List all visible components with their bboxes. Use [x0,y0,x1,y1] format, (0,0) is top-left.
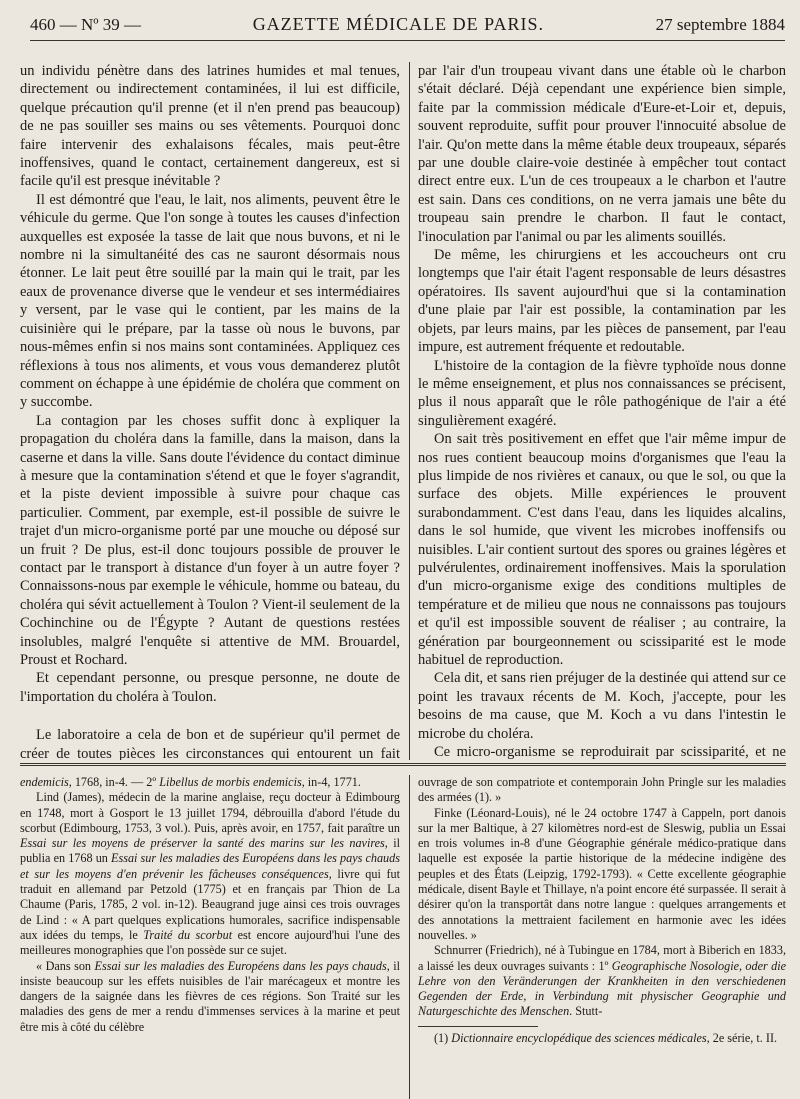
paragraph: « Dans son Essai sur les maladies des Européens dans les pays chauds, il insiste beaucoup sur les effets nuisibles de l'air marécageux et montre les dangers de la saignée dans les fièvres de ces régions. Son Traité sur les maladies des gens de mer a rendu d'immenses services à la marine et peut être mis à côté du célèbre [20,958,400,1034]
article-column-left [20,62,400,760]
column-divider [409,62,410,760]
journal-title: GAZETTE MÉDICALE DE PARIS. [252,14,545,34]
paragraph: un individu pénètre dans des latrines humides et mal tenues, directement ou indirectement contaminées, il lui est difficile, quelque précaution qu'il prenne (et il n'en prend pas beaucoup) de ne pas souiller ses mains ou ses vêtements. Pourquoi donc faire intervenir des exhalaisons fécales, mais peut-être inoffensives, quand le contact, certainement dangereux, est si facile qu'il est presque inévitable ? [20,63,400,190]
paragraph: Finke (Léonard-Louis), né le 24 octobre 1747 à Cappeln, port danois sur la mer Baltique, à 27 kilomètres nord-est de Sleswig, publia un Essai en trois volumes in-8 d'une Géographie générale médico-pratique dans laquelle est exposée la partie historique de la médecine indigène des peuples et des États (Leipzig, 1792-1793). « Cette excellente géographie médicale, disent Bayle et Thillaye, n'a point encore été surpassée. Il serait à désirer qu'on la transportât dans notre langue : quelques arrangements et des annotations la mettraient facilement en harmonie avec les idées nouvelles. » [418,805,786,942]
paragraph: Cela dit, et sans rien préjuger de la destinée qui attend sur ce point les travaux récents de M. Koch, j'accepte, pour les besoins de ma cause, que M. Koch a vu dans l'intestin le microbe du choléra. [418,670,786,742]
paragraph: Le laboratoire a cela de bon et de supérieur qu'il permet de créer de toutes pièces les circonstances qui entourent un fait [20,727,400,760]
paragraph: La contagion par les choses suffit donc à expliquer la propagation du choléra dans la famille, dans la maison, dans la caserne et dans la ville. Sans doute l'évidence du contact diminue à mesure que la contamination s'étend et que le foyer s'agrandit, et la piste devient impossible à suivre pour chaque cas particulier. Comment, par exemple, est-il possible de suivre le trajet d'un micro-organisme porté par une mouche ou déposé sur un fruit ? De plus, est-il donc toujours possible de prouver le contact par le transport à distance d'un foyer à un autre foyer ? Connaissons-nous par exemple le véhicule, homme ou bateau, du choléra qui sévit actuellement à Toulon ? Vient-il seulement de la Cochinchine ou de l'Égypte ? Autant de questions restées insolubles, malgré l'enquête si attentive de MM. Brouardel, Proust et Rochard. [20,412,400,668]
paragraph: Lind (James), médecin de la marine anglaise, reçu docteur à Edimbourg en 1748, mort à Gosport le 13 juillet 1794, débrouilla d'abord l'étude du scorbut (Edimbourg, 1753, 3 vol.). Puis, après avoir, en 1757, fait paraître un Essai sur les moyens de préserver la santé des marins sur les navires, il publia en 1768 un Essai sur les maladies des Européens dans les pays chauds et sur les moyens d'en prévenir les fâcheuses conséquences, livre qui fut traduit en allemand par Petzold (1775) et en français par Thion de La Chaume (Paris, 1785, 2 vol. in-12). Beaugrand juge ainsi ces trois ouvrages de Lind : « A part quelques explications humorales, sacrifice indispensable aux idées du temps, le Traité du scorbut est encore aujourd'hui l'une des meilleures monographies que l'on possède sur ce sujet. [20,790,400,958]
page-header [30,14,785,41]
footnote-rule [418,1026,538,1027]
page-number: 460 — Nº 39 — [30,15,142,34]
issue-date: 27 septembre 1884 [655,15,785,34]
section-divider [20,763,786,766]
footnote: (1) Dictionnaire encyclopédique des sciences médicales, 2e série, t. II. [434,1030,778,1045]
column-divider [409,775,410,1099]
paragraph: ouvrage de son compatriote et contemporain John Pringle sur les maladies des armées (1). » [418,775,786,805]
paragraph: L'histoire de la contagion de la fièvre typhoïde nous donne le même enseignement, et plus nos connaissances se précisent, plus il nous apparaît que le rôle pathogénique de l'air a été singulièrement exagéré. [418,357,786,429]
paragraph: Schnurrer (Friedrich), né à Tubingue en 1784, mort à Biberich en 1833, a laissé les deux ouvrages suivants : 1º Geographische Nosologie, oder die Lehre von den Veränderungen der Krankheiten in den verschiedenen Gegenden der Erde, in Verbindung mit physischer Geographie und Naturgeschichte des Menschen. Stutt- [418,943,786,1019]
paragraph: Il est démontré que l'eau, le lait, nos aliments, peuvent être le véhicule du germe. Que l'on songe à toutes les causes d'infection auxquelles est exposée la tasse de lait que nous buvons, et ni le nombre ni la simultanéité des cas ne sauront désormais nous étonner. Le lait peut être souillé par la main qui le trait, par les eaux de provenance diverse que le vendeur et ses intermédiaires y versent, par le vase qui le contient, par les mains de la cuisinière qui le prépare, par la tasse où nous le buvons, par nous-mêmes enfin si nos mains sont contaminées. Appliquez ces réflexions à tous nos aliments, et vous vous demanderez plutôt comment on échappe à une épidémie de choléra que comment on y succombe. [20,191,400,411]
feuilleton-column-right [418,775,786,1097]
article-column-right [418,62,786,760]
feuilleton-column-left [20,775,400,1097]
paragraph: par l'air d'un troupeau vivant dans une étable où le charbon s'était déclaré. Déjà cependant une expérience bien simple, faite par la commission médicale d'Eure-et-Loir et, depuis, souvent reproduite, suffit pour prouver l'innocuité absolue de l'air. Qu'on mette dans la même étable deux troupeaux, séparés par une double claire-voie destinée à empêcher tout contact direct entre eux. L'un de ces troupeaux a le charbon et l'autre est sain. Dans ces conditions, on ne verra jamais une bête du troupeau sain prendre le charbon. Il faut le contact, l'inoculation par l'animal ou par les aliments souillés. [418,63,786,245]
paragraph: De même, les chirurgiens et les accoucheurs ont cru longtemps que l'air était l'agent responsable de leurs désastres opératoires. Ils savent aujourd'hui que si la contamination d'une plaie par l'air est possible, la contamination par les objets, par leurs mains, par les pièces de pansement, par l'eau impure, est autrement fréquente et redoutable. [418,247,786,356]
paragraph: Et cependant personne, ou presque personne, ne doute de l'importation du choléra à Toulon. [20,670,400,705]
paragraph: On sait très positivement en effet que l'air même impur de nos rues contient beaucoup moins d'organismes que l'eau la plus limpide de nos rivières et canaux, ou que le sol, ou que la surface des objets. Mille expériences le prouvent surabondamment. C'est dans l'eau, dans les liquides alcalins, dans le sol humide, que vivent les microbes inoffensifs ou nuisibles. L'air contient surtout des spores ou graines légères et pulvérulentes, ordinairement inoffensives. Mais la sporulation d'un micro-organisme exige des conditions multiples de température et de milieu que nous ne connaissons pas toujours et qu'il est impossible souvent de réaliser ; au contraire, la génération par bourgeonnement ou scissiparité est le mode habituel de reproduction. [418,431,786,668]
paragraph: Ce micro-organisme se reproduirait par scissiparité, et ne [434,744,786,760]
paragraph: endemicis, 1768, in-4. — 2º Libellus de morbis endemicis, in-4, 1771. [20,775,361,789]
